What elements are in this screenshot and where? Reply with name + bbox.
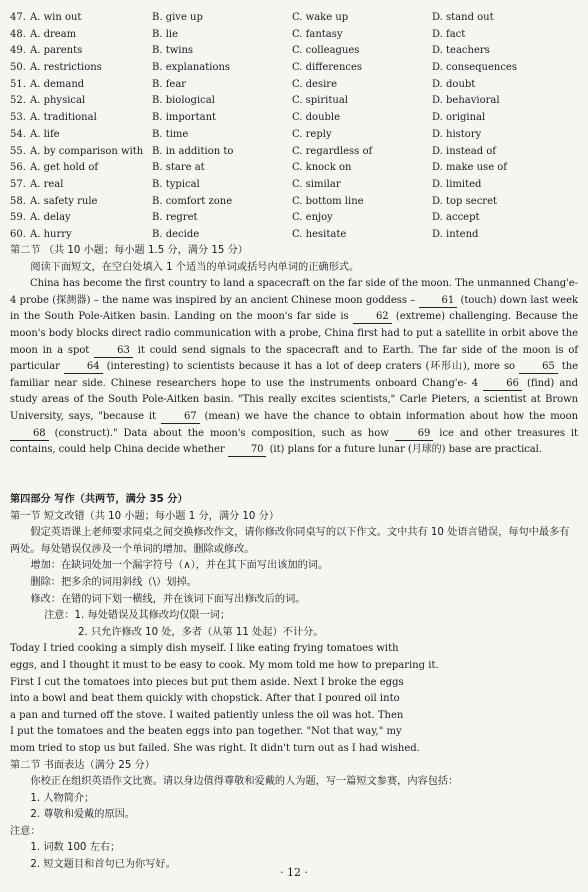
- question-number: 48.: [10, 28, 26, 40]
- option-b[interactable]: B. regret: [152, 212, 198, 224]
- option-b[interactable]: B. twins: [152, 45, 194, 57]
- option-row: [10, 127, 582, 144]
- option-a[interactable]: A. hurry: [30, 228, 72, 240]
- blank-65[interactable]: 65: [519, 361, 558, 374]
- option-d[interactable]: D. instead of: [432, 145, 496, 157]
- rule-add: 增加：在缺词处加一个漏字符号（∧），并在其下面写出该加的词。: [30, 560, 329, 572]
- option-b[interactable]: B. typical: [152, 178, 200, 190]
- option-a[interactable]: A. parents: [30, 45, 83, 57]
- essay-line: mom tried to stop us but failed. She was right. It didn't turn out as I had wished.: [10, 742, 420, 754]
- essay-text: [10, 641, 578, 757]
- option-row: [10, 93, 582, 110]
- note-label: 注意：: [10, 825, 41, 837]
- essay-line: into a bowl and beat them quickly with chopstick. After that I poured oil into: [10, 693, 400, 705]
- essay-line: First I cut the tomatoes into pieces but put them aside. Next I broke the eggs: [10, 676, 404, 688]
- note-1: 注意：1. 每处错误及其修改均仅限一词；: [44, 610, 231, 622]
- option-c[interactable]: C. knock on: [292, 162, 352, 174]
- question-number: 58.: [10, 195, 26, 207]
- option-row: [10, 27, 582, 44]
- option-d[interactable]: D. make use of: [432, 162, 508, 174]
- question-number: 52.: [10, 95, 26, 107]
- option-c[interactable]: C. colleagues: [292, 45, 360, 57]
- question-number: 53.: [10, 112, 26, 124]
- options-list: [10, 10, 582, 244]
- option-row: [10, 60, 582, 77]
- part4-s1-heading: 第一节 短文改错（共 10 小题；每小题 1 分，满分 10 分）: [10, 510, 280, 522]
- option-b[interactable]: B. explanations: [152, 62, 231, 74]
- option-row: [10, 177, 582, 194]
- option-a[interactable]: A. traditional: [30, 112, 97, 124]
- option-row: [10, 77, 582, 94]
- part4-block: [10, 492, 578, 874]
- option-a[interactable]: A. win out: [30, 12, 82, 23]
- blank-64[interactable]: 64: [64, 361, 103, 374]
- note-2: 2. 只允许修改 10 处，多者（从第 11 处起）不计分。: [78, 626, 324, 638]
- option-d[interactable]: D. consequences: [432, 62, 517, 74]
- option-b[interactable]: B. lie: [152, 28, 179, 40]
- option-c[interactable]: C. wake up: [292, 12, 349, 23]
- part4-s2-heading: 第二节 书面表达（满分 25 分）: [10, 759, 155, 771]
- question-number: 59.: [10, 212, 26, 224]
- option-d[interactable]: D. intend: [432, 228, 479, 240]
- option-c[interactable]: C. hesitate: [292, 228, 347, 240]
- option-d[interactable]: D. accept: [432, 212, 480, 224]
- option-c[interactable]: C. reply: [292, 128, 332, 140]
- option-row: [10, 160, 582, 177]
- option-a[interactable]: A. delay: [30, 212, 71, 224]
- option-d[interactable]: D. top secret: [432, 195, 498, 207]
- blank-69[interactable]: 69: [395, 428, 434, 441]
- essay-line: a pan and turned off the stove. I waited patiently unless the oil was hot. Then: [10, 709, 404, 721]
- option-a[interactable]: A. safety rule: [30, 195, 98, 207]
- essay-line: I put the tomatoes and the beaten eggs into pan together. "Not that way," my: [10, 726, 402, 738]
- s2-item-2: 2. 尊敬和爱戴的原因。: [30, 809, 136, 821]
- blank-67[interactable]: 67: [161, 411, 200, 424]
- option-row: [10, 43, 582, 60]
- option-c[interactable]: C. double: [292, 112, 341, 124]
- question-number: 60.: [10, 228, 26, 240]
- option-d[interactable]: D. doubt: [432, 78, 476, 90]
- question-number: 57.: [10, 178, 26, 190]
- option-row: [10, 10, 582, 27]
- essay-line: eggs, and I thought it must to be easy to cook. My mom told me how to preparing it.: [10, 659, 439, 671]
- option-c[interactable]: C. fantasy: [292, 28, 343, 40]
- blank-61[interactable]: 61: [419, 295, 458, 308]
- s2-note-1: 1. 词数 100 左右；: [30, 842, 121, 854]
- option-b[interactable]: B. stare at: [152, 162, 205, 174]
- part4-s1-instruction: 假定英语课上老师要求同桌之间交换修改作文，请你修改你同桌写的以下作文。文中共有 10 处语言错误，每句中最多有两处。每处错误仅涉及一个单词的增加、删除或修改。: [10, 527, 570, 555]
- question-number: 55.: [10, 145, 26, 157]
- option-c[interactable]: C. enjoy: [292, 212, 333, 224]
- blank-70[interactable]: 70: [228, 444, 267, 457]
- blank-68[interactable]: 68: [10, 428, 49, 441]
- section2-block: [10, 243, 578, 459]
- option-a[interactable]: A. restrictions: [30, 62, 102, 74]
- option-b[interactable]: B. decide: [152, 228, 200, 240]
- option-a[interactable]: A. real: [30, 178, 64, 190]
- option-c[interactable]: C. similar: [292, 178, 341, 190]
- option-a[interactable]: A. demand: [30, 78, 85, 90]
- option-d[interactable]: D. history: [432, 128, 482, 140]
- question-number: 54.: [10, 128, 26, 140]
- part4-heading: 第四部分 写作（共两节，满分 35 分）: [10, 494, 188, 505]
- option-d[interactable]: D. limited: [432, 178, 482, 190]
- option-c[interactable]: C. bottom line: [292, 195, 364, 207]
- option-a[interactable]: A. by comparison with: [30, 145, 144, 157]
- blank-63[interactable]: 63: [94, 345, 133, 358]
- option-b[interactable]: B. fear: [152, 78, 187, 90]
- rule-delete: 删除：把多余的词用斜线（\）划掉。: [30, 576, 197, 588]
- question-number: 56.: [10, 162, 26, 174]
- essay-line: Today I tried cooking a simply dish myself. I like eating frying tomatoes with: [10, 643, 399, 655]
- part4-s2-instruction: 你校正在组织英语作文比赛。请以身边值得尊敬和爱戴的人为题，写一篇短文参赛，内容包括：: [30, 776, 459, 788]
- option-a[interactable]: A. physical: [30, 95, 86, 107]
- section2-instruction: 阅读下面短文，在空白处填入 1 个适当的单词或括号内单词的正确形式。: [30, 261, 360, 273]
- option-row: [10, 110, 582, 127]
- question-number: 49.: [10, 45, 26, 57]
- option-a[interactable]: A. get hold of: [30, 162, 99, 174]
- option-d[interactable]: D. fact: [432, 28, 466, 40]
- option-d[interactable]: D. teachers: [432, 45, 490, 57]
- question-number: 51.: [10, 78, 26, 90]
- blank-62[interactable]: 62: [353, 311, 392, 324]
- option-b[interactable]: B. biological: [152, 95, 215, 107]
- option-a[interactable]: A. life: [30, 128, 60, 140]
- s2-item-1: 1. 人物简介；: [30, 792, 95, 804]
- option-c[interactable]: C. differences: [292, 62, 363, 74]
- option-b[interactable]: B. important: [152, 112, 217, 124]
- question-number: 50.: [10, 62, 26, 74]
- option-row: [10, 194, 582, 211]
- option-b[interactable]: B. give up: [152, 12, 203, 23]
- s2-note-2: 2. 短文题目和首句已为你写好。: [30, 859, 176, 871]
- option-c[interactable]: C. desire: [292, 78, 337, 90]
- option-row: [10, 144, 582, 161]
- option-c[interactable]: C. regardless of: [292, 145, 373, 157]
- option-row: [10, 227, 582, 244]
- option-a[interactable]: A. dream: [30, 28, 77, 40]
- section2-heading: 第二节 （共 10 小题；每小题 1.5 分，满分 15 分）: [10, 245, 248, 256]
- question-number: 47.: [10, 12, 26, 23]
- option-row: [10, 210, 582, 227]
- rule-modify: 修改：在错的词下划一横线，并在该词下面写出修改后的词。: [30, 593, 306, 605]
- reading-passage: China has become the first country to land a spacecraft on the far side of the moon. The unmanned Chang'e- 4 probe (探测器) – the name was inspired by an ancient Chinese moon goddess – 61 (touch) down last week in the South Pole-Aitken basin. Landing on the moon's far side is 62 (extreme) challenging. Because the moon's body blocks direct radio communication with a probe, China first had to put a satellite in orbit above the moon in a spot 63 it could send signals to the spacecraft and to Earth. The far side of the moon is of particular 64 (interesting) to scientists because it has a lot of deep craters (环形山), more so 65 the familiar near side. Chinese researchers hope to use the instruments onboard Chang'e- 4 66 (find) and study areas of the South Pole-Aitken basin. "This really excites scientists," Carle Pieters, a scientist at Brown University, says, "because it 67 (mean) we have the chance to obtain information about how the moon 68 (construct)." Data about the moon's composition, such as how 69 ice and other treasures it contains, could help China decide whether 70 (it) plans for a future lunar (月球的) base are practical.: [10, 278, 579, 456]
- option-b[interactable]: B. comfort zone: [152, 195, 233, 207]
- option-d[interactable]: D. behavioral: [432, 95, 500, 107]
- option-c[interactable]: C. spiritual: [292, 95, 348, 107]
- page-number: · 12 ·: [280, 866, 308, 879]
- blank-66[interactable]: 66: [483, 378, 522, 391]
- option-d[interactable]: D. original: [432, 112, 486, 124]
- option-d[interactable]: D. stand out: [432, 12, 494, 23]
- option-b[interactable]: B. in addition to: [152, 145, 234, 157]
- option-b[interactable]: B. time: [152, 128, 189, 140]
